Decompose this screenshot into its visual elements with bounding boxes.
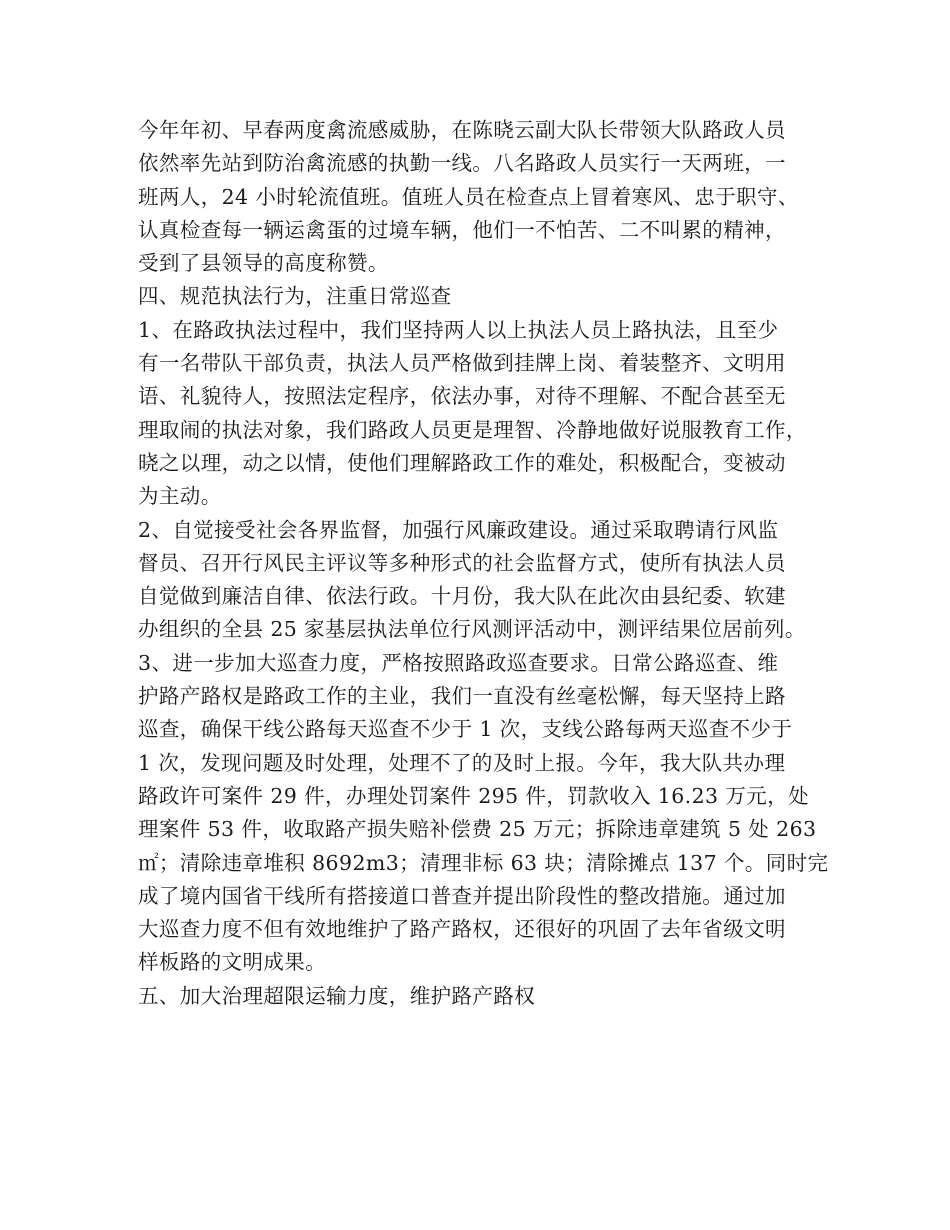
text-line: 语、礼貌待人，按照法定程序，依法办事，对待不理解、不配合甚至无	[138, 384, 786, 409]
text-line: 1、在路政执法过程中，我们坚持两人以上执法人员上路执法，且至少	[138, 317, 779, 342]
section-heading-5: 五、加大治理超限运输力度，维护路产路权	[138, 983, 536, 1008]
document-body	[138, 114, 828, 1013]
section-heading-4: 四、规范执法行为，注重日常巡查	[138, 284, 452, 309]
text-line: 1 次，发现问题及时处理，处理不了的及时上报。今年，我大队共办理	[138, 750, 786, 775]
text-line: 晓之以理，动之以情，使他们理解路政工作的难处，积极配合，变被动	[138, 450, 786, 475]
text-line: 为主动。	[138, 484, 222, 509]
text-line: 2、自觉接受社会各界监督，加强行风廉政建设。通过采取聘请行风监	[138, 517, 779, 542]
text-line: 成了境内国省干线所有搭接道口普查并提出阶段性的整改措施。通过加	[138, 883, 786, 908]
text-line: 办组织的全县 25 家基层执法单位行风测评活动中，测评结果位居前列。	[138, 617, 806, 642]
text-line: 认真检查每一辆运禽蛋的过境车辆，他们一不怕苦、二不叫累的精神，	[138, 217, 786, 242]
text-line: 理取闹的执法对象，我们路政人员更是理智、冷静地做好说服教育工作，	[138, 417, 807, 442]
text-line: 受到了县领导的高度称赞。	[138, 251, 389, 276]
text-line: 巡查，确保干线公路每天巡查不少于 1 次，支线公路每两天巡查不少于	[138, 717, 793, 742]
text-line: 3、进一步加大巡查力度，严格按照路政巡查要求。日常公路巡查、维	[138, 650, 779, 675]
text-line: 理案件 53 件，收取路产损失赔补偿费 25 万元；拆除违章建筑 5 处 263	[138, 817, 817, 842]
text-line: ㎡；清除违章堆积 8692m3；清理非标 63 块；清除摊点 137 个。同时完	[138, 850, 829, 875]
text-line: 督员、召开行风民主评议等多种形式的社会监督方式，使所有执法人员	[138, 550, 786, 575]
text-line: 自觉做到廉洁自律、依法行政。十月份，我大队在此次由县纪委、软建	[138, 584, 786, 609]
text-line: 路政许可案件 29 件，办理处罚案件 295 件，罚款收入 16.23 万元，处	[138, 783, 809, 808]
text-line: 有一名带队干部负责，执法人员严格做到挂牌上岗、着装整齐、文明用	[138, 351, 786, 376]
text-line: 护路产路权是路政工作的主业，我们一直没有丝毫松懈，每天坚持上路	[138, 684, 786, 709]
text-line: 今年年初、早春两度禽流感威胁，在陈晓云副大队长带领大队路政人员	[138, 118, 786, 142]
text-line: 依然率先站到防治禽流感的执勤一线。八名路政人员实行一天两班，一	[138, 151, 786, 176]
text-line: 大巡查力度不但有效地维护了路产路权，还很好的巩固了去年省级文明	[138, 917, 786, 942]
text-line: 样板路的文明成果。	[138, 950, 327, 975]
text-line: 班两人，24 小时轮流值班。值班人员在检查点上冒着寒风、忠于职守、	[138, 184, 799, 209]
